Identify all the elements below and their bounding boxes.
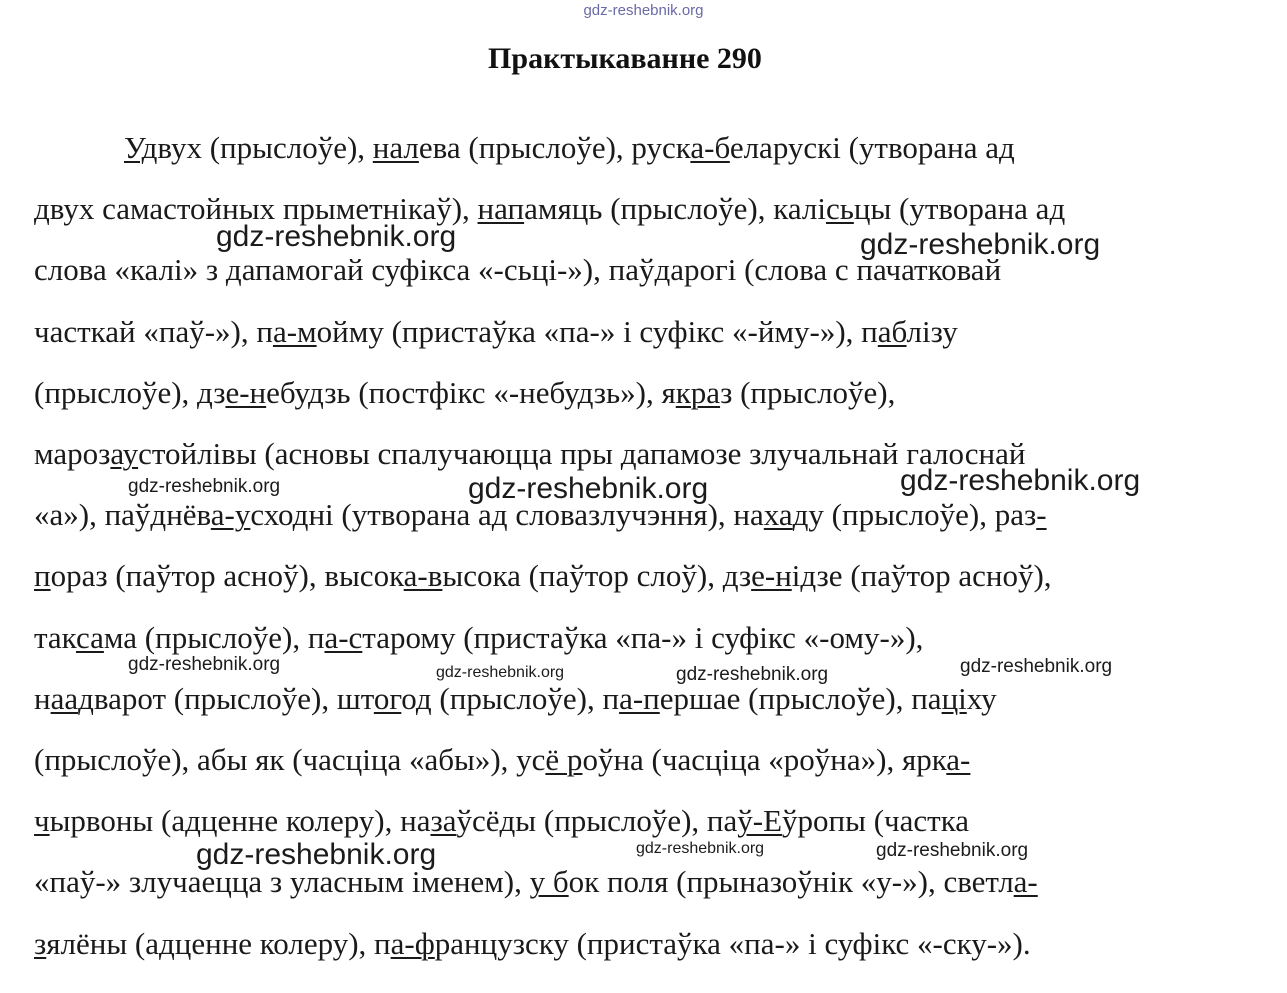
text-segment: тарому (пристаўка «па-» і суфікс «-ому-»), — [362, 619, 924, 655]
underlined-segment: е-н — [751, 558, 792, 594]
underlined-segment: а-в — [403, 558, 443, 594]
watermark: gdz-reshebnik.org — [876, 840, 1029, 861]
watermark: gdz-reshebnik.org — [900, 464, 1141, 497]
watermark: gdz-reshebnik.org — [468, 472, 709, 505]
watermark: gdz-reshebnik.org — [196, 838, 437, 871]
text-segment: ялёны (адценне колеру), п — [46, 925, 391, 961]
text-line — [124, 128, 1015, 168]
text-segment: (прыслоўе), абы як (часціца «абы»), ус — [34, 742, 546, 777]
watermark: gdz-reshebnik.org — [960, 656, 1113, 677]
text-line — [34, 924, 1031, 964]
underlined-segment: а- — [946, 742, 971, 777]
underlined-segment: ці — [941, 680, 967, 716]
text-segment: ебудзь (постфікс «-небудзь»), я — [266, 374, 676, 410]
text-segment: ўсёды (прыслоўе), па — [456, 803, 738, 839]
text-segment: стойлівы (асновы спалучаюцца пры дапамозе злучальнай галоснай — [138, 436, 1026, 471]
text-segment: ду (прыслоўе), раз — [792, 497, 1037, 533]
text-line — [34, 801, 969, 841]
underlined-segment: ау — [110, 436, 139, 471]
text-segment: ху — [966, 680, 997, 716]
text-segment: «паў-» злучаецца з уласным іменем), — [34, 864, 530, 900]
text-line — [34, 862, 1038, 902]
text-segment: вух (прыслоўе), — [157, 130, 373, 165]
watermark: gdz-reshebnik.org — [676, 664, 829, 685]
watermark: gdz-reshebnik.org — [860, 228, 1101, 261]
text-line — [34, 740, 970, 780]
text-segment: ойму (пристаўка «па-» і суфікс «-йму-»), п — [316, 313, 878, 349]
underlined-segment: а-б — [690, 130, 730, 165]
text-segment: з (прыслоўе), — [720, 374, 896, 410]
text-segment: мароз — [34, 436, 111, 471]
text-segment: еларускі (утворана ад — [729, 130, 1015, 165]
text-segment: сходні (утворана ад словазлучэння), на — [250, 497, 764, 533]
underlined-segment: ё р — [545, 742, 583, 777]
text-line — [34, 434, 1025, 474]
text-segment: арогі (слова с пачатковай — [670, 252, 1002, 288]
underlined-segment: а-с — [324, 619, 363, 655]
text-segment: н — [34, 680, 51, 716]
underlined-segment: аб — [877, 313, 907, 349]
watermark: gdz-reshebnik.org — [436, 664, 565, 681]
watermark: gdz-reshebnik.org — [216, 220, 457, 253]
text-segment: ранцузску (пристаўка «па-» і суфікс «-ску-»). — [434, 925, 1031, 961]
text-segment: цы (утворана ад — [853, 191, 1066, 227]
watermark: gdz-reshebnik.org — [128, 476, 281, 497]
text-segment: (прыслоўе), дз — [34, 374, 226, 410]
underlined-segment: - — [1036, 497, 1047, 533]
watermark: gdz-reshebnik.org — [636, 840, 765, 857]
text-segment: слова «калі» з дапамогай суфікса «-сьці-»), паў — [34, 252, 655, 288]
header-watermark: gdz-reshebnik.org — [583, 2, 704, 19]
text-line — [34, 312, 958, 352]
text-segment: оўна (часціца «роўна»), ярк — [582, 742, 947, 777]
text-segment: ма (прыслоўе), п — [103, 619, 325, 655]
underlined-segment: нал — [372, 130, 419, 165]
underlined-segment: са — [75, 619, 104, 655]
text-segment: ева (прыслоўе), руск — [418, 130, 691, 165]
text-segment: ідзе (паўтор асноў), — [791, 558, 1052, 594]
page-title: Практыкаванне 290 — [488, 42, 762, 75]
text-segment: ырвоны (адценне колеру), на — [49, 803, 431, 839]
underlined-segment: а-м — [272, 313, 317, 349]
underlined-segment: а-ф — [390, 925, 435, 961]
underlined-segment: е-н — [225, 374, 267, 410]
underlined-segment: ў-Е — [737, 803, 783, 839]
underlined-segment: кра — [675, 374, 721, 410]
text-segment: ысока (паўтор слоў), дз — [442, 558, 752, 594]
underlined-segment: а-у — [210, 497, 251, 533]
underlined-segment: сь — [825, 191, 854, 227]
text-line — [34, 250, 1001, 290]
text-line — [34, 618, 923, 658]
underlined-segment: д — [654, 252, 671, 288]
text-segment: лізу — [906, 313, 958, 349]
underlined-segment: за — [430, 803, 457, 839]
text-segment: ок поля (прыназоўнік «у-»), светл — [568, 864, 1014, 900]
text-line — [34, 189, 1065, 229]
text-segment: часткай «паў-»), п — [34, 313, 273, 349]
text-segment: ўропы (частка — [782, 803, 970, 839]
text-segment: ораз (паўтор асноў), высок — [50, 558, 404, 594]
underlined-segment: у б — [529, 864, 569, 900]
text-segment: «а»), паўднёв — [34, 497, 211, 533]
text-segment: од (прыслоўе), п — [401, 680, 620, 716]
underlined-segment: ог — [373, 680, 402, 716]
text-segment: двух самастойных прыметнікаў), — [34, 191, 478, 227]
text-line — [34, 373, 895, 413]
text-segment: дварот (прыслоўе), шт — [78, 680, 374, 716]
underlined-segment: ч — [34, 803, 50, 839]
underlined-segment: п — [34, 558, 51, 594]
underlined-segment: а- — [1013, 864, 1038, 900]
text-segment: так — [34, 619, 76, 655]
watermark: gdz-reshebnik.org — [128, 654, 281, 675]
underlined-segment: ха — [763, 497, 793, 533]
text-line — [34, 556, 1052, 596]
underlined-segment: нап — [477, 191, 525, 227]
text-line — [34, 679, 997, 719]
underlined-segment: аа — [50, 680, 79, 716]
underlined-segment: Уд — [124, 130, 158, 165]
text-segment: ершае (прыслоўе), па — [659, 680, 942, 716]
underlined-segment: а-п — [619, 680, 660, 716]
underlined-segment: з — [34, 925, 47, 961]
text-segment: амяць (прыслоўе), калі — [524, 191, 826, 227]
